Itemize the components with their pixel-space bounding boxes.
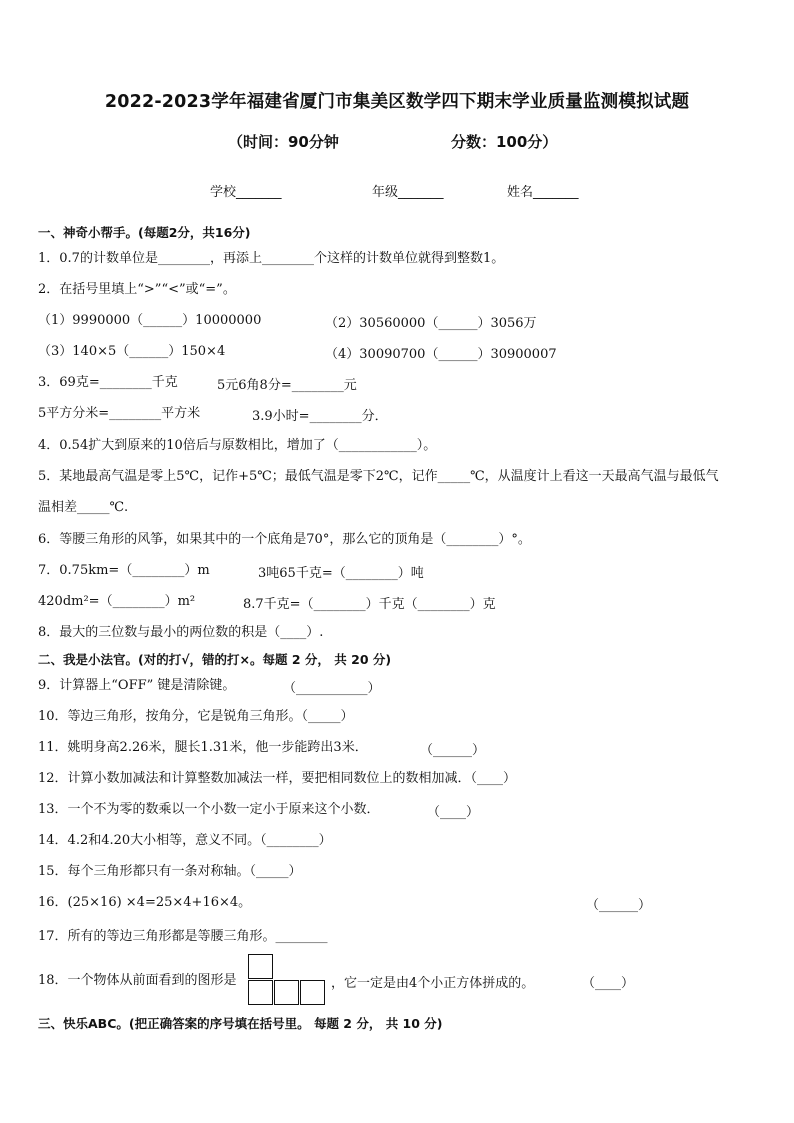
question-18-answer: （____）	[582, 976, 635, 991]
figure-cell	[274, 980, 299, 1005]
question-16: 16．(25×16) ×4=25×4+16×4。	[38, 895, 252, 910]
question-7-part-1: 7．0.75km=（________）m	[38, 563, 210, 578]
exam-score: 分数：100分）	[451, 133, 558, 151]
question-8: 8．最大的三位数与最小的两位数的积是（____）.	[38, 625, 324, 640]
question-2-part-2: （2）30560000（______）3056万	[325, 316, 537, 331]
question-6: 6．等腰三角形的风筝，如果其中的一个底角是70°，那么它的顶角是（________）°。	[38, 532, 531, 547]
question-11: 11．姚明身高2.26米，腿长1.31米，他一步能跨出3米．	[38, 740, 368, 755]
school-field: 学校_______	[210, 185, 282, 200]
question-2-part-1: （1）9990000（______）10000000	[38, 313, 262, 328]
question-3-part-4: 3.9小时=________分．	[252, 409, 388, 424]
grade-field: 年级_______	[372, 185, 444, 200]
question-3-part-3: 5平方分米=________平方米	[38, 406, 201, 421]
front-view-figure	[248, 954, 326, 1006]
question-14: 14．4.2和4.20大小相等，意义不同。（________）	[38, 833, 332, 848]
question-2-part-4: （4）30090700（______）30900007	[325, 347, 557, 362]
question-3-part-1: 3．69克=________千克	[38, 375, 178, 390]
section-2-heading: 二、我是小法官。(对的打√，错的打×。每题 2 分， 共 20 分)	[38, 652, 392, 667]
question-9-answer: （___________）	[283, 681, 381, 696]
question-2-part-3: （3）140×5（______）150×4	[38, 344, 226, 359]
question-18-text: ，它一定是由4个小正方体拼成的。	[331, 976, 535, 991]
name-field: 姓名_______	[507, 185, 579, 200]
section-1-heading: 一、神奇小帮手。(每题2分，共16分)	[38, 225, 251, 240]
question-11-answer: （______）	[420, 743, 486, 758]
exam-time: （时间：90分钟	[228, 133, 339, 151]
question-2: 2．在括号里填上“>”“<”或“=”。	[38, 282, 236, 297]
question-15: 15．每个三角形都只有一条对称轴。（_____）	[38, 864, 302, 879]
section-3-heading: 三、快乐ABC。(把正确答案的序号填在括号里。 每题 2 分， 共 10 分)	[38, 1016, 443, 1031]
question-1: 1．0.7的计数单位是________，再添上________个这样的计数单位就得到整数1。	[38, 251, 505, 266]
figure-cell	[300, 980, 325, 1005]
question-18: 18．一个物体从前面看到的图形是	[38, 973, 237, 988]
question-5-line-1: 5．某地最高气温是零上5℃，记作+5℃；最低气温是零下2℃，记作_____℃，从温度计上看这一天最高气温与最低气	[38, 469, 719, 484]
question-4: 4．0.54扩大到原来的10倍后与原数相比，增加了（____________）。	[38, 438, 437, 453]
question-16-answer: （______）	[586, 898, 652, 913]
question-9: 9．计算器上“OFF” 键是清除键。	[38, 678, 236, 693]
page-title: 2022-2023学年福建省厦门市集美区数学四下期末学业质量监测模拟试题	[104, 92, 690, 112]
question-7-part-3: 420dm²=（________）m²	[38, 594, 196, 609]
question-13: 13．一个不为零的数乘以一个小数一定小于原来这个小数．	[38, 802, 380, 817]
question-3-part-2: 5元6角8分=________元	[217, 378, 357, 393]
question-7-part-4: 8.7千克=（________）千克（________）克	[243, 597, 496, 612]
question-10: 10．等边三角形，按角分，它是锐角三角形。（_____）	[38, 709, 354, 724]
figure-cell	[248, 980, 273, 1005]
question-12: 12．计算小数加减法和计算整数加减法一样，要把相同数位上的数相加减．（____）	[38, 771, 517, 786]
question-5-line-2: 温相差_____℃.	[38, 500, 129, 515]
question-17: 17．所有的等边三角形都是等腰三角形。________	[38, 929, 328, 944]
question-7-part-2: 3吨65千克=（________）吨	[258, 566, 424, 581]
figure-cell	[248, 954, 273, 979]
question-13-answer: （____）	[427, 805, 480, 820]
